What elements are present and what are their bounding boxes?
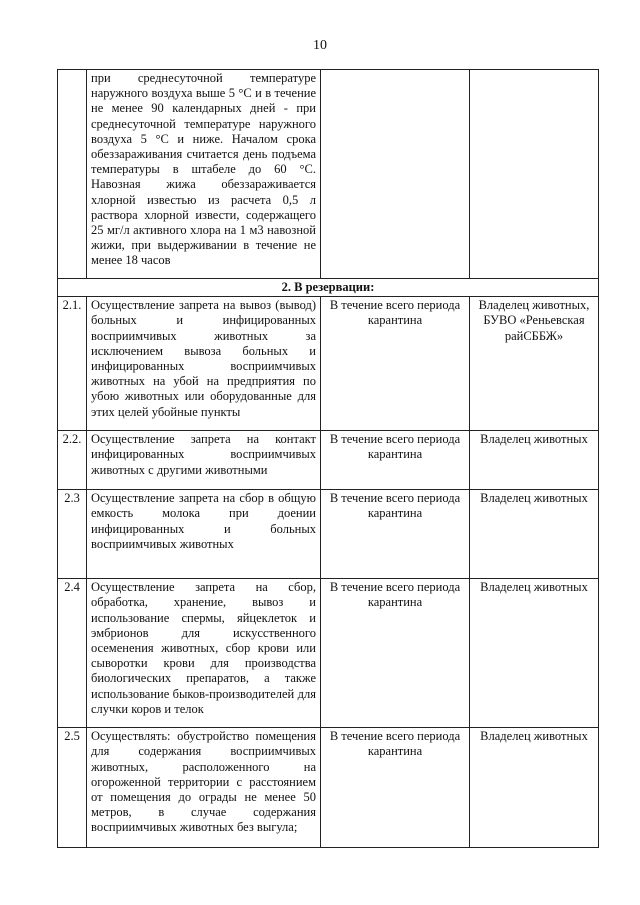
action-text: Осуществление запрета на контакт инфицированных восприимчивых животных с другими животными bbox=[87, 431, 321, 490]
table-row bbox=[58, 490, 599, 579]
row-number-empty bbox=[58, 70, 87, 279]
row-number: 2.4 bbox=[58, 579, 87, 728]
term-text: В течение всего периода карантина bbox=[321, 490, 470, 579]
action-text: Осуществление запрета на сбор, обработка, хранение, вывоз и использование спермы, яйцеклеток и эмбрионов для искусственного осеменения животных, сбор крови или сыворотки крови для производства биологических препаратов, а также использование быков-производителей для случки коров и телок bbox=[87, 579, 321, 728]
responsible-text: Владелец животных bbox=[470, 490, 599, 579]
table-row bbox=[58, 579, 599, 728]
term-text: В течение всего периода карантина bbox=[321, 297, 470, 431]
section-title: 2. В резервации: bbox=[58, 279, 599, 297]
page-number: 10 bbox=[313, 38, 327, 53]
responsible-text: Владелец животных, БУВО «Реньевская райСББЖ» bbox=[470, 297, 599, 431]
action-text: Осуществление запрета на вывоз (вывод) больных и инфицированных восприимчивых животных за исключением вывоза больных и инфицированных восприимчивых животных на убой на предприятия по убою животных или оборудованные для этих целей убойные пункты bbox=[87, 297, 321, 431]
row-number: 2.5 bbox=[58, 728, 87, 848]
action-text: Осуществление запрета на сбор в общую емкость молока при доении инфицированных и больных восприимчивых животных bbox=[87, 490, 321, 579]
continuation-row bbox=[58, 70, 599, 279]
term-text: В течение всего периода карантина bbox=[321, 431, 470, 490]
table-row bbox=[58, 728, 599, 848]
term-text: В течение всего периода карантина bbox=[321, 728, 470, 848]
responsible-text: Владелец животных bbox=[470, 431, 599, 490]
section-header-row bbox=[58, 279, 599, 297]
table-row bbox=[58, 297, 599, 431]
responsible-empty bbox=[470, 70, 599, 279]
row-number: 2.3 bbox=[58, 490, 87, 579]
measures-table bbox=[57, 69, 599, 848]
row-number: 2.1. bbox=[58, 297, 87, 431]
continuation-text: при среднесуточной температуре наружного воздуха выше 5 °С и в течение не менее 90 календарных дней - при среднесуточной температуре наружного воздуха 5 °С и ниже. Началом срока обеззараживания считается день подъема температуры в штабеле до 60 °С. Навозная жижа обеззараживается хлорной известью из расчета 0,5 л раствора хлорной извести, содержащего 25 мг/л активного хлора на 1 м3 навозной жижи, при выдерживании в течение не менее 18 часов bbox=[87, 70, 321, 279]
responsible-text: Владелец животных bbox=[470, 728, 599, 848]
action-text: Осуществлять: обустройство помещения для содержания восприимчивых животных, расположенного на огороженной территории с расстоянием от помещения до ограды не менее 50 метров, в случае содержания восприимчивых животных без выгула; bbox=[87, 728, 321, 848]
term-text: В течение всего периода карантина bbox=[321, 579, 470, 728]
row-number: 2.2. bbox=[58, 431, 87, 490]
term-empty bbox=[321, 70, 470, 279]
responsible-text: Владелец животных bbox=[470, 579, 599, 728]
table-row bbox=[58, 431, 599, 490]
